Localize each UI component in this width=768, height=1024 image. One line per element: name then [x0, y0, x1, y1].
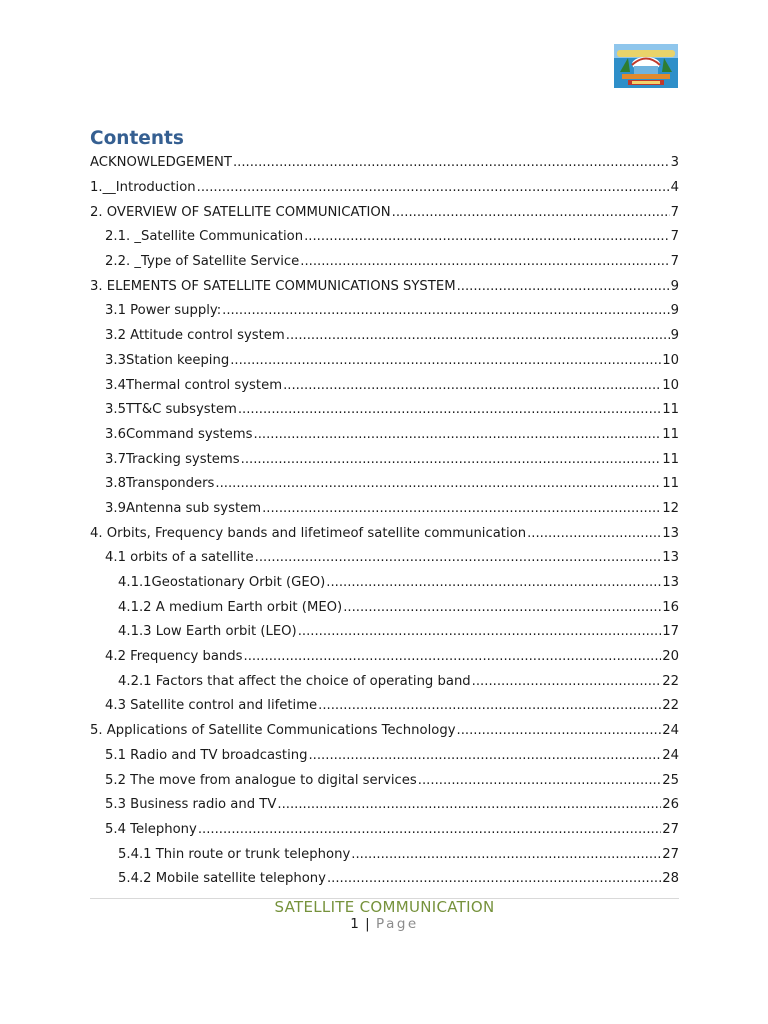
toc-entry[interactable] — [90, 373, 679, 398]
toc-entry[interactable] — [90, 200, 679, 225]
toc-entry-page: 17 — [662, 624, 679, 640]
footer-page-number — [90, 916, 679, 932]
toc-entry-page: 11 — [662, 476, 679, 492]
toc-entry-page: 16 — [662, 599, 679, 615]
toc-dot-leader — [527, 526, 661, 542]
toc-dot-leader — [255, 550, 662, 566]
toc-dot-leader — [283, 378, 661, 394]
toc-entry[interactable] — [90, 867, 679, 892]
toc-dot-leader — [230, 353, 661, 369]
toc-entry-page: 9 — [670, 303, 679, 319]
toc-entry-title: 3.4Thermal control system — [105, 377, 283, 393]
toc-entry-title: 5.3 Business radio and TV — [105, 797, 277, 813]
toc-entry[interactable] — [90, 521, 679, 546]
toc-entry-page: 27 — [662, 846, 679, 862]
toc-dot-leader — [198, 822, 661, 838]
toc-entry-title: 3.9Antenna sub system — [105, 500, 262, 516]
toc-dot-leader — [197, 180, 670, 196]
toc-entry-page: 13 — [662, 525, 679, 541]
toc-entry-page: 20 — [662, 649, 679, 665]
toc-entry-title: 2.2. _Type of Satellite Service — [105, 254, 300, 270]
toc-entry[interactable] — [90, 151, 679, 176]
toc-entry-title: 3.2 Attitude control system — [105, 328, 285, 344]
toc-entry[interactable] — [90, 225, 679, 250]
toc-dot-leader — [254, 427, 662, 443]
toc-entry[interactable] — [90, 299, 679, 324]
toc-entry-page: 9 — [670, 328, 679, 344]
toc-entry[interactable] — [90, 719, 679, 744]
toc-entry-page: 3 — [670, 155, 679, 171]
toc-dot-leader — [244, 649, 662, 665]
toc-entry[interactable] — [90, 818, 679, 843]
toc-entry-title: 5.4.2 Mobile satellite telephony — [118, 871, 326, 887]
toc-entry[interactable] — [90, 793, 679, 818]
university-logo — [614, 44, 678, 88]
toc-dot-leader — [343, 600, 661, 616]
toc-entry-page: 11 — [662, 402, 679, 418]
toc-dot-leader — [472, 674, 662, 690]
toc-entry-page: 4 — [670, 180, 679, 196]
page-label: Page — [376, 916, 419, 932]
toc-dot-leader — [392, 205, 670, 221]
toc-entry[interactable] — [90, 398, 679, 423]
toc-entry-page: 25 — [662, 772, 679, 788]
toc-entry-title: 2. OVERVIEW OF SATELLITE COMMUNICATION — [90, 204, 391, 220]
toc-entry[interactable] — [90, 744, 679, 769]
toc-entry-title: 3.8Transponders — [105, 476, 215, 492]
toc-entry-title: 5.4 Telephony — [105, 821, 197, 837]
toc-dot-leader — [300, 254, 669, 270]
toc-entry-page: 27 — [662, 821, 679, 837]
toc-entry[interactable] — [90, 571, 679, 596]
toc-entry-page: 22 — [662, 698, 679, 714]
toc-entry-page: 7 — [670, 254, 679, 270]
toc-entry-title: 3.1 Power supply: — [105, 303, 222, 319]
toc-entry-title: 3. ELEMENTS OF SATELLITE COMMUNICATIONS SYSTEM — [90, 278, 456, 294]
page-number: 1 — [350, 916, 359, 932]
toc-entry[interactable] — [90, 472, 679, 497]
toc-entry[interactable] — [90, 274, 679, 299]
table-of-contents — [90, 151, 679, 892]
toc-entry-title: 3.6Command systems — [105, 426, 253, 442]
toc-entry-page: 7 — [670, 229, 679, 245]
toc-entry-title: 5. Applications of Satellite Communications Technology — [90, 723, 456, 739]
toc-entry-page: 26 — [662, 797, 679, 813]
toc-entry-page: 24 — [662, 747, 679, 763]
toc-entry-title: 4.3 Satellite control and lifetime — [105, 698, 318, 714]
toc-dot-leader — [457, 723, 662, 739]
toc-entry[interactable] — [90, 423, 679, 448]
toc-entry[interactable] — [90, 447, 679, 472]
toc-entry-title: 4.1.3 Low Earth orbit (LEO) — [118, 624, 297, 640]
toc-dot-leader — [327, 871, 661, 887]
toc-entry-page: 9 — [670, 278, 679, 294]
toc-dot-leader — [304, 229, 670, 245]
toc-entry[interactable] — [90, 842, 679, 867]
toc-entry-page: 12 — [662, 500, 679, 516]
toc-dot-leader — [238, 402, 661, 418]
toc-entry-page: 10 — [662, 352, 679, 368]
toc-dot-leader — [277, 797, 661, 813]
toc-entry-page: 7 — [670, 204, 679, 220]
toc-dot-leader — [308, 748, 661, 764]
toc-dot-leader — [298, 624, 662, 640]
toc-dot-leader — [457, 279, 670, 295]
toc-entry-page: 28 — [662, 871, 679, 887]
toc-entry[interactable] — [90, 620, 679, 645]
toc-entry-title: 5.4.1 Thin route or trunk telephony — [118, 846, 351, 862]
contents-heading: Contents — [90, 128, 184, 149]
toc-entry-title: ACKNOWLEDGEMENT — [90, 155, 232, 171]
toc-entry[interactable] — [90, 768, 679, 793]
toc-dot-leader — [418, 773, 661, 789]
toc-entry-page: 13 — [662, 550, 679, 566]
toc-entry-title: 4.2.1 Factors that affect the choice of operating band — [118, 673, 471, 689]
toc-entry-page: 13 — [662, 575, 679, 591]
toc-entry-page: 11 — [662, 451, 679, 467]
toc-entry[interactable] — [90, 349, 679, 374]
toc-entry-title: 3.3Station keeping — [105, 352, 230, 368]
toc-dot-leader — [318, 698, 661, 714]
toc-entry-title: 2.1. _Satellite Communication — [105, 229, 304, 245]
toc-dot-leader — [215, 476, 661, 492]
toc-dot-leader — [326, 575, 661, 591]
toc-entry-title: 4.1.1Geostationary Orbit (GEO) — [118, 575, 326, 591]
toc-dot-leader — [286, 328, 670, 344]
toc-dot-leader — [233, 155, 670, 171]
page-separator: | — [365, 916, 370, 932]
toc-dot-leader — [351, 847, 661, 863]
toc-entry-title: 3.7Tracking systems — [105, 451, 240, 467]
toc-entry-title: 5.2 The move from analogue to digital services — [105, 772, 417, 788]
toc-entry[interactable] — [90, 595, 679, 620]
toc-entry-title: 4.2 Frequency bands — [105, 649, 243, 665]
toc-entry[interactable] — [90, 176, 679, 201]
footer-title: SATELLITE COMMUNICATION — [274, 898, 495, 916]
toc-entry[interactable] — [90, 497, 679, 522]
toc-entry[interactable] — [90, 324, 679, 349]
toc-entry-page: 24 — [662, 723, 679, 739]
toc-dot-leader — [241, 452, 662, 468]
toc-entry-page: 10 — [662, 377, 679, 393]
toc-entry-title: 4.1.2 A medium Earth orbit (MEO) — [118, 599, 343, 615]
toc-entry-title: 5.1 Radio and TV broadcasting — [105, 747, 308, 763]
toc-entry-title: 4. Orbits, Frequency bands and lifetimeof satellite communication — [90, 525, 527, 541]
toc-entry-page: 22 — [662, 673, 679, 689]
toc-dot-leader — [222, 303, 669, 319]
toc-dot-leader — [262, 501, 661, 517]
toc-entry-title: 3.5TT&C subsystem — [105, 402, 237, 418]
toc-entry[interactable] — [90, 546, 679, 571]
toc-entry[interactable] — [90, 250, 679, 275]
toc-entry-title: 1.__Introduction — [90, 180, 196, 196]
toc-entry[interactable] — [90, 669, 679, 694]
toc-entry[interactable] — [90, 694, 679, 719]
toc-entry-title: 4.1 orbits of a satellite — [105, 550, 254, 566]
toc-entry[interactable] — [90, 645, 679, 670]
toc-entry-page: 11 — [662, 426, 679, 442]
